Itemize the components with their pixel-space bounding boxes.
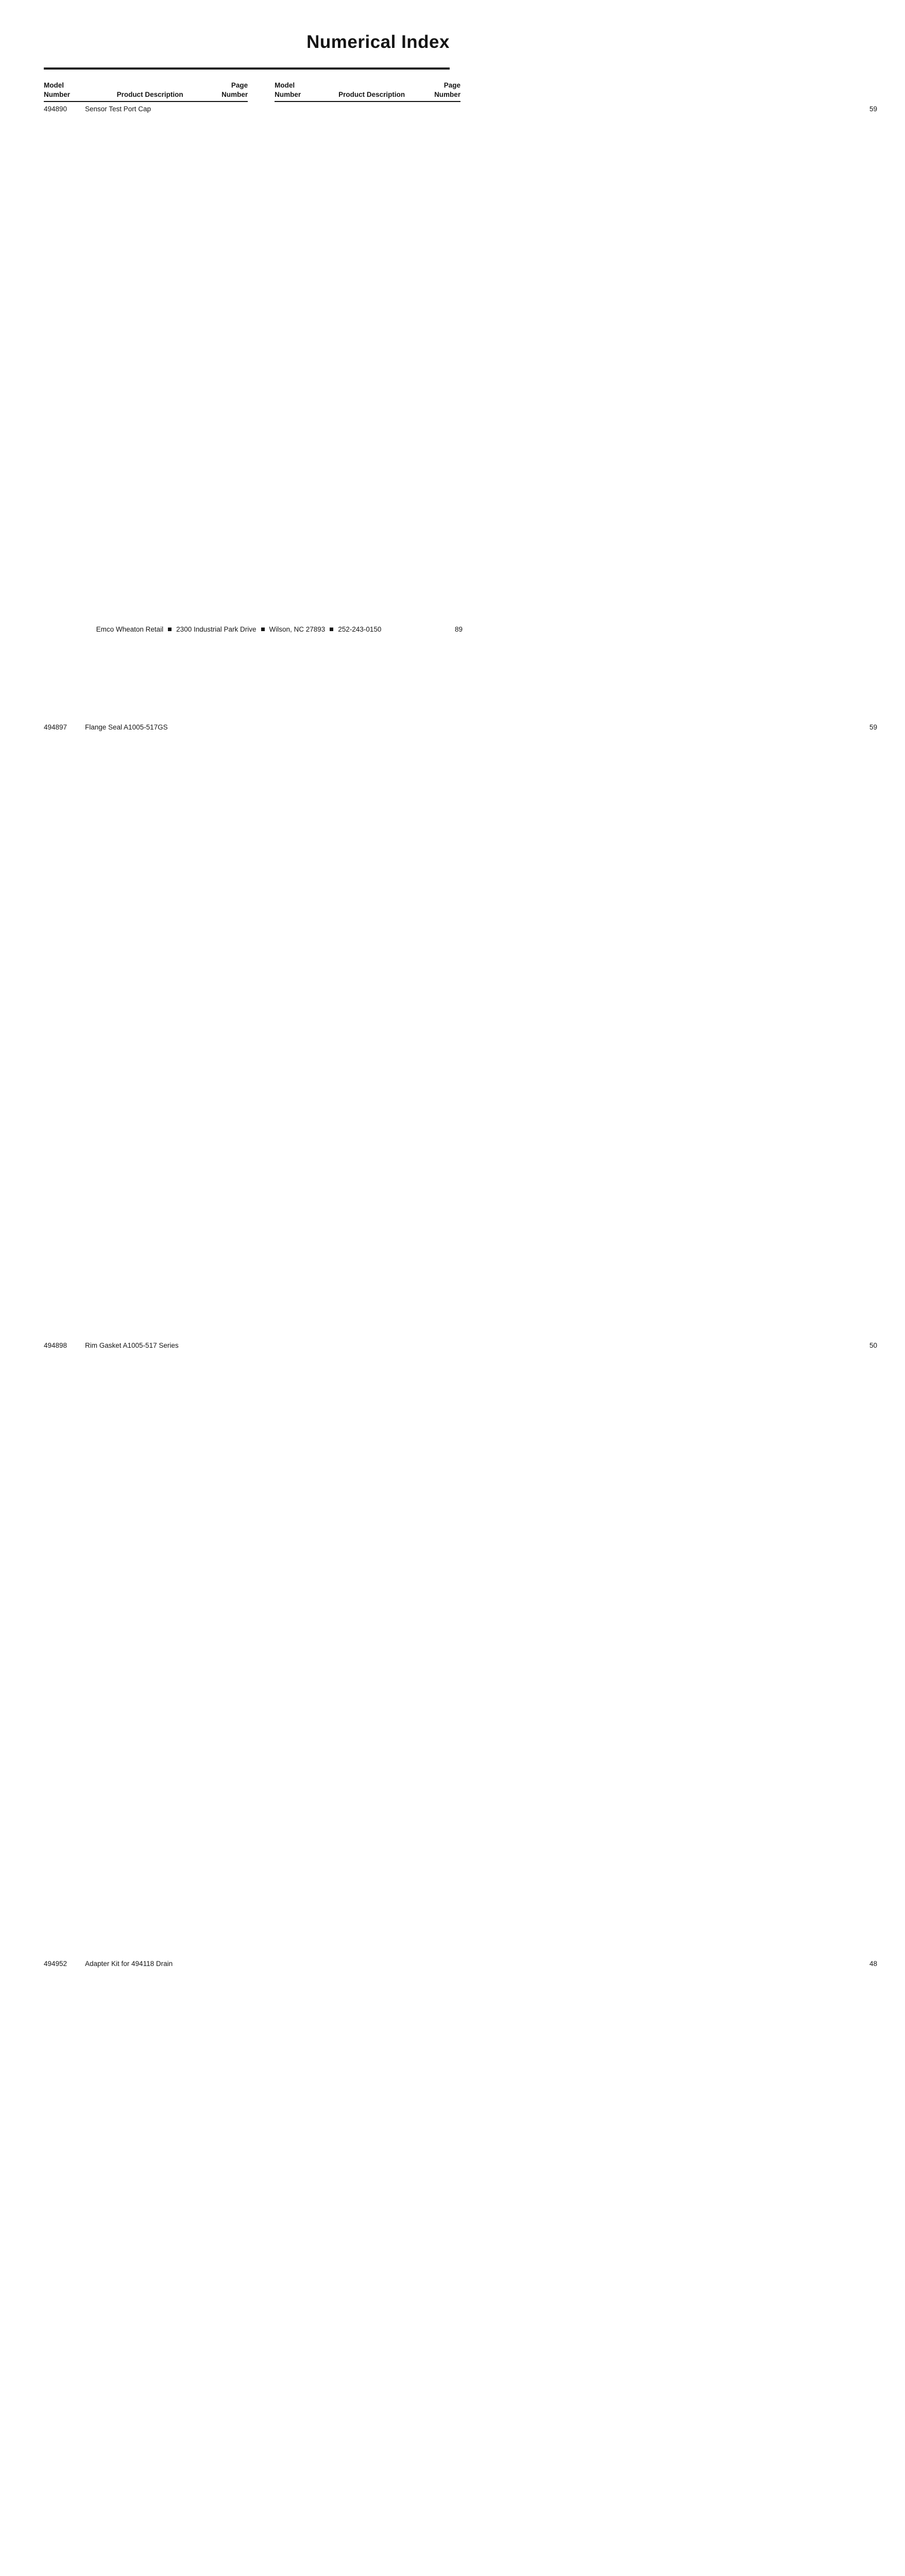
product-description-cell: Adapter Kit for 494118 Drain: [85, 1960, 173, 1968]
table-rows-left: [44, 102, 248, 2576]
square-bullet-icon: [330, 628, 333, 631]
product-description-header: Product Description: [338, 91, 405, 98]
footer-contact-line: [0, 625, 477, 634]
product-description-header: Product Description: [116, 91, 183, 98]
page-number-header: Page Number: [221, 81, 248, 98]
model-number-cell: 494898: [44, 1342, 67, 1349]
column-header-right: [275, 81, 460, 102]
model-number-header: Model Number: [44, 81, 71, 98]
model-number-cell: 494897: [44, 723, 67, 731]
page-number-cell: 59: [428, 105, 905, 723]
page-number: 89: [454, 625, 463, 633]
page-title: Numerical Index: [306, 32, 450, 52]
column-header-left: [44, 81, 248, 102]
square-bullet-icon: [261, 628, 265, 631]
page-number-cell: 59: [428, 723, 905, 1341]
model-number-header: Model Number: [275, 81, 301, 98]
model-number-cell: 494952: [44, 1960, 67, 1968]
page-number-cell: 50: [428, 1341, 905, 1959]
page-footer: [0, 625, 477, 635]
footer-address: 2300 Industrial Park Drive: [176, 625, 257, 633]
footer-company: Emco Wheaton Retail: [96, 625, 164, 633]
product-description-cell: Rim Gasket A1005-517 Series: [85, 1342, 179, 1349]
table-row: [44, 1959, 248, 2576]
table-row: [44, 1341, 248, 1959]
page-number-header: Page Number: [434, 81, 461, 98]
model-number-cell: 494890: [44, 105, 67, 113]
square-bullet-icon: [168, 628, 172, 631]
index-columns: [44, 81, 878, 2576]
product-description-cell: Flange Seal A1005-517GS: [85, 723, 168, 731]
product-description-cell: Sensor Test Port Cap: [85, 105, 151, 113]
table-row: [44, 723, 248, 1341]
footer-city-state-zip: Wilson, NC 27893: [269, 625, 326, 633]
numerical-index-page: [0, 32, 878, 1968]
index-column-left: [44, 81, 248, 2576]
footer-phone: 252-243-0150: [338, 625, 382, 633]
title-rule: [44, 67, 450, 70]
page-number-cell: 48: [428, 1959, 905, 2576]
